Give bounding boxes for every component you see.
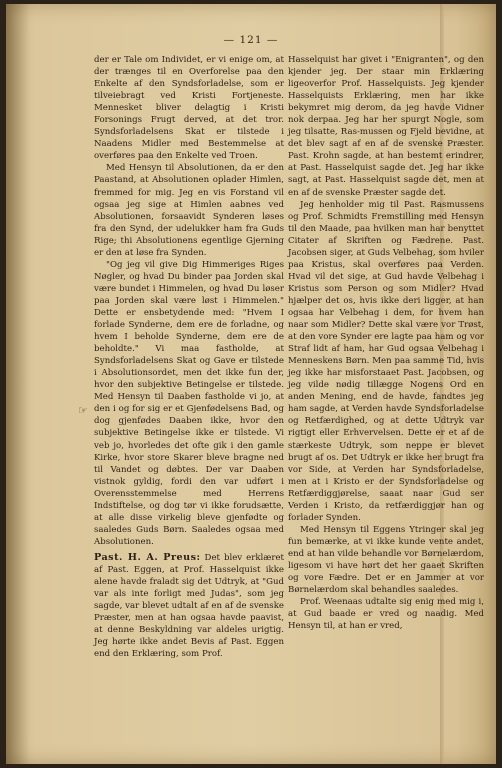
right-column xyxy=(288,54,484,632)
paragraph-text: Det blev erklæret af Past. Eggen, at Prof. Hasselquist ikke alene havde fraladt sig det Udtryk, at "Gud var als inte forligt med Judas", som jeg sagde, var blevet udtalt af en af de svenske Præster, men at han ogsaa havde paavist, at denne Beskyldning var aldeles urigtig. Jeg hørte ikke andet Bevis af Past. Eggen end den Erklæring, som Prof. xyxy=(94,552,284,660)
page-number: — 121 — xyxy=(223,34,279,46)
paragraph: Hasselquist har givet i "Enigranten", og den kjender jeg. Der staar min Erklæring ligeoverfor Prof. Hasselquists. Jeg kjender Hasselquists Erklæring, men har ikke bekymret mig derom, da jeg havde Vidner nok derpaa. Jeg har her spurgt Nogle, som jeg tilsatte, Ras-mussen og Fjeld bevidne, at det blev sagt af en af de svenske Præster. Past. Krohn sagde, at han bestemt erindrer, at Past. Hasselquist sagde det. Jeg har ikke sagt, at Past. Hasselquist sagde det, men at en af de svenske Præster sagde det. xyxy=(288,55,484,198)
paragraph: Med Hensyn til Absolutionen, da er den Paastand, at Absolutionen oplader Himlen, fremmed for mig. Jeg en vis Forstand vil ogsaa jeg sige at Himlen aabnes ved Absolutionen, forsaavidt Synderen løses fra den Synd, der udelukker ham fra Guds Rige; thi Absolutionens egentlige Gjerning er den at løse fra Synden. xyxy=(94,163,284,258)
book-page xyxy=(6,4,496,764)
speaker-name: Past. H. A. Preus: xyxy=(94,551,201,563)
paragraph: "Og jeg vil give Dig Himmeriges Riges Nøgler, og hvad Du binder paa Jorden skal være bundet i Himmelen, og hvad Du løser paa Jorden skal være løst i Himmelen." Dette er ensbetydende med: "Hvem I forlade Synderne, dem ere de forladne, og hvem I beholde Synderne, dem ere de beholdte." Vi maa fastholde, at Syndsforladelsens Skat og Gave er tilstede i Absolutionsordet, men det ikke fun der, hvor den subjektive Betingelse er tilstede. Med Hensyn til Daaben fastholde vi jo, at den i og for sig er et Gjenfødelsens Bad, og dog gjenfødes Daaben ikke, hvor den subjektive Betingelse ikke er tilstede. Vi veb jo, hvorledes det ofte gik i den gamle Kirke, hvor store Skarer bleve bragne ned til Vandet og døbtes. Der var Daaben vistnok gyldig, fordi den var udført i Overensstemmelse med Herrens Indstiftelse, og dog tør vi ikke forudsætte, at alle disse virkelig bleve gjenfødte og saaledes Guds Børn. Saaledes ogsaa med Absolutionen. xyxy=(94,259,284,547)
paragraph: der er Tale om Individet, er vi enige om, at der trænges til en Overforelse paa den Enkelte af den Syndsforladelse, som er tilveiebragt ved Kristi Fortjeneste. Mennesket bliver delagtig i Kristi Forsonings Frugt derved, at det tror. Syndsforladelsens Skat er tilstede i Naadens Midler med Bestemmelse at overføres paa den Enkelte ved Troen. xyxy=(94,55,284,162)
left-column xyxy=(94,54,284,660)
page-gutter-shadow xyxy=(6,4,30,764)
pointing-hand-mark: ☞ xyxy=(78,404,88,417)
paragraph: Med Hensyn til Eggens Ytringer skal jeg fun bemærke, at vi ikke kunde vente andet, end at han vilde behandle vor Børnelærdom, ligesom vi have hørt det her gaaet Skriften og vore Fædre. Det er en Jammer at vor Børnelærdom skal behandles saaledes. xyxy=(288,524,484,596)
paragraph: Jeg henholder mig til Past. Rasmussens og Prof. Schmidts Fremstilling med Hensyn til den Maade, paa hvilken man har benyttet Citater af Skriften og Fædrene. Past. Jacobsen siger, at Guds Velbehag, som hviler paa Kristus, skal overføres paa Verden. Hvad vil det sige, at Gud havde Velbehag i Kristus som Person og som Midler? Hvad hjælper det os, hvis ikke deri ligger, at han ogsaa har Velbehag i dem, for hvem han naar som Midler? Dette skal være vor Trøst, at den vore Synder ere lagte paa ham og vor Straf lidt af ham, har Gud ogsaa Velbehag i Menneskens Børn. Men paa samme Tid, hvis jeg ikke har misforstaaet Past. Jacobsen, og jeg vilde nødig tillægge Nogens Ord en anden Mening, end de havde, fandtes jeg ham sagde, at Verden havde Syndsforladelse og Retfærdighed, og at dette Udtryk var rigtigt eller Erhvervelsen. Dette er et af de stærkeste Udtryk, som neppe er blevet brugt af os. Det Udtryk er ikke her brugt fra vor Side, at Verden har Syndsforladelse, men at i Kristo er der Syndsforladelse og Retfærdiggjørelse, saaat naar Gud ser Verden i Kristo, da retfærdiggjør han og forlader Synden. xyxy=(288,199,484,523)
speaker-paragraph xyxy=(94,552,284,660)
paragraph: Prof. Weenaas udtalte sig enig med mig i, at Gud baade er vred og naadig. Med Hensyn til, at han er vred, xyxy=(288,597,484,632)
